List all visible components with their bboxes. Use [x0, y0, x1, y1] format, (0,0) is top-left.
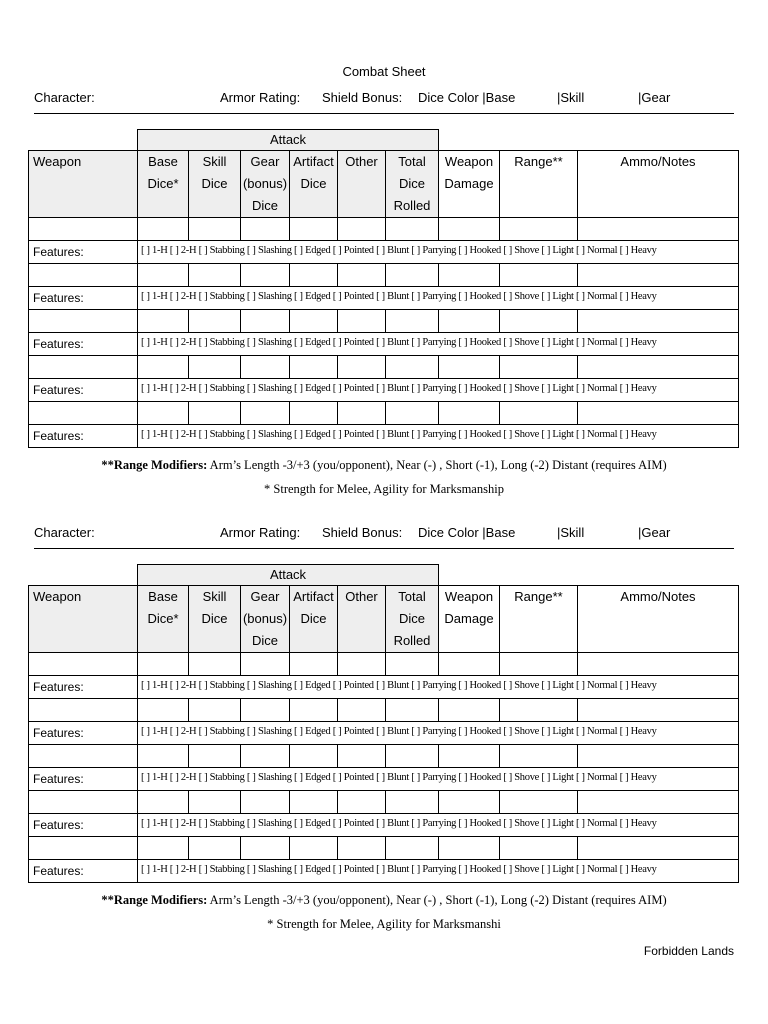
features-row	[29, 287, 739, 310]
dice-color-skill-label: |Skill	[557, 90, 585, 105]
features-checkbox-options[interactable]: [ ] 1-H [ ] 2-H [ ] Stabbing [ ] Slashing [ ] Edged [ ] Pointed [ ] Blunt [ ] Parrying [ ] Hooked [ ] Shove [ ] Light [ ] Normal [ ] Heavy	[138, 425, 739, 448]
weapon-entry-row[interactable]	[29, 837, 739, 860]
other-column-header: Other	[338, 151, 386, 218]
weapon-damage-column-header: Weapon Damage	[439, 586, 500, 653]
weapon-entry-row[interactable]	[29, 264, 739, 287]
base-dice-column-header: Base Dice*	[138, 586, 189, 653]
features-row	[29, 676, 739, 699]
page-title: Combat Sheet	[342, 64, 426, 79]
character-header-row	[0, 525, 768, 545]
features-label: Features:	[29, 768, 138, 791]
features-label: Features:	[29, 860, 138, 883]
range-modifiers-note: **Range Modifiers: Arm’s Length -3/+3 (you/opponent), Near (-) , Short (-1), Long (-2) Distant (requires AIM)	[101, 458, 667, 472]
shield-bonus-label: Shield Bonus:	[322, 525, 403, 540]
skill-dice-column-header: Skill Dice	[189, 151, 241, 218]
artifact-dice-column-header: Artifact Dice	[290, 151, 338, 218]
features-row	[29, 814, 739, 837]
weapon-column-header: Weapon	[29, 586, 138, 653]
range-column-header: Range**	[500, 586, 578, 653]
armor-rating-label: Armor Rating:	[220, 90, 301, 105]
features-label: Features:	[29, 722, 138, 745]
features-row	[29, 722, 739, 745]
character-header-row	[0, 90, 768, 110]
features-row	[29, 379, 739, 402]
features-label: Features:	[29, 814, 138, 837]
features-checkbox-options[interactable]: [ ] 1-H [ ] 2-H [ ] Stabbing [ ] Slashing [ ] Edged [ ] Pointed [ ] Blunt [ ] Parrying [ ] Hooked [ ] Shove [ ] Light [ ] Normal [ ] Heavy	[138, 241, 739, 264]
armor-rating-label: Armor Rating:	[220, 525, 301, 540]
character-label: Character:	[34, 525, 95, 540]
weapon-entry-row[interactable]	[29, 791, 739, 814]
features-checkbox-options[interactable]: [ ] 1-H [ ] 2-H [ ] Stabbing [ ] Slashing [ ] Edged [ ] Pointed [ ] Blunt [ ] Parrying [ ] Hooked [ ] Shove [ ] Light [ ] Normal [ ] Heavy	[138, 333, 739, 356]
column-header-row	[29, 586, 739, 653]
dice-color-base-label: Dice Color |Base	[418, 525, 516, 540]
features-checkbox-options[interactable]: [ ] 1-H [ ] 2-H [ ] Stabbing [ ] Slashing [ ] Edged [ ] Pointed [ ] Blunt [ ] Parrying [ ] Hooked [ ] Shove [ ] Light [ ] Normal [ ] Heavy	[138, 379, 739, 402]
features-label: Features:	[29, 333, 138, 356]
strength-agility-note: * Strength for Melee, Agility for Marksmanship	[264, 482, 504, 496]
weapon-entry-row[interactable]	[29, 310, 739, 333]
attack-group-header: Attack	[137, 564, 439, 585]
features-checkbox-options[interactable]: [ ] 1-H [ ] 2-H [ ] Stabbing [ ] Slashing [ ] Edged [ ] Pointed [ ] Blunt [ ] Parrying [ ] Hooked [ ] Shove [ ] Light [ ] Normal [ ] Heavy	[138, 287, 739, 310]
shield-bonus-label: Shield Bonus:	[322, 90, 403, 105]
features-row	[29, 425, 739, 448]
weapon-entry-row[interactable]	[29, 356, 739, 379]
features-checkbox-options[interactable]: [ ] 1-H [ ] 2-H [ ] Stabbing [ ] Slashing [ ] Edged [ ] Pointed [ ] Blunt [ ] Parrying [ ] Hooked [ ] Shove [ ] Light [ ] Normal [ ] Heavy	[138, 860, 739, 883]
range-modifiers-note: **Range Modifiers: Arm’s Length -3/+3 (you/opponent), Near (-) , Short (-1), Long (-2) Distant (requires AIM)	[101, 893, 667, 907]
header-divider	[34, 548, 734, 549]
combat-section-1	[0, 90, 768, 520]
weapon-entry-row[interactable]	[29, 653, 739, 676]
features-label: Features:	[29, 287, 138, 310]
total-dice-column-header: Total Dice Rolled	[386, 151, 439, 218]
range-column-header: Range**	[500, 151, 578, 218]
features-checkbox-options[interactable]: [ ] 1-H [ ] 2-H [ ] Stabbing [ ] Slashing [ ] Edged [ ] Pointed [ ] Blunt [ ] Parrying [ ] Hooked [ ] Shove [ ] Light [ ] Normal [ ] Heavy	[138, 676, 739, 699]
weapons-table	[28, 585, 739, 883]
weapon-entry-row[interactable]	[29, 218, 739, 241]
header-divider	[34, 113, 734, 114]
dice-color-skill-label: |Skill	[557, 525, 585, 540]
ammo-notes-column-header: Ammo/Notes	[578, 151, 739, 218]
dice-color-gear-label: |Gear	[638, 90, 671, 105]
features-label: Features:	[29, 379, 138, 402]
total-dice-column-header: Total Dice Rolled	[386, 586, 439, 653]
combat-section-2	[0, 525, 768, 955]
dice-color-gear-label: |Gear	[638, 525, 671, 540]
base-dice-column-header: Base Dice*	[138, 151, 189, 218]
character-label: Character:	[34, 90, 95, 105]
strength-agility-note: * Strength for Melee, Agility for Marksmanshi	[267, 917, 501, 931]
attack-group-header: Attack	[137, 129, 439, 150]
features-row	[29, 860, 739, 883]
dice-color-base-label: Dice Color |Base	[418, 90, 516, 105]
features-checkbox-options[interactable]: [ ] 1-H [ ] 2-H [ ] Stabbing [ ] Slashing [ ] Edged [ ] Pointed [ ] Blunt [ ] Parrying [ ] Hooked [ ] Shove [ ] Light [ ] Normal [ ] Heavy	[138, 722, 739, 745]
other-column-header: Other	[338, 586, 386, 653]
artifact-dice-column-header: Artifact Dice	[290, 586, 338, 653]
features-row	[29, 241, 739, 264]
features-label: Features:	[29, 676, 138, 699]
ammo-notes-column-header: Ammo/Notes	[578, 586, 739, 653]
features-label: Features:	[29, 425, 138, 448]
features-row	[29, 333, 739, 356]
gear-dice-column-header: Gear (bonus) Dice	[241, 151, 290, 218]
features-checkbox-options[interactable]: [ ] 1-H [ ] 2-H [ ] Stabbing [ ] Slashing [ ] Edged [ ] Pointed [ ] Blunt [ ] Parrying [ ] Hooked [ ] Shove [ ] Light [ ] Normal [ ] Heavy	[138, 814, 739, 837]
skill-dice-column-header: Skill Dice	[189, 586, 241, 653]
gear-dice-column-header: Gear (bonus) Dice	[241, 586, 290, 653]
weapon-entry-row[interactable]	[29, 402, 739, 425]
weapon-column-header: Weapon	[29, 151, 138, 218]
weapons-table	[28, 150, 739, 448]
weapon-entry-row[interactable]	[29, 745, 739, 768]
column-header-row	[29, 151, 739, 218]
weapon-entry-row[interactable]	[29, 699, 739, 722]
features-row	[29, 768, 739, 791]
features-checkbox-options[interactable]: [ ] 1-H [ ] 2-H [ ] Stabbing [ ] Slashing [ ] Edged [ ] Pointed [ ] Blunt [ ] Parrying [ ] Hooked [ ] Shove [ ] Light [ ] Normal [ ] Heavy	[138, 768, 739, 791]
features-label: Features:	[29, 241, 138, 264]
weapon-damage-column-header: Weapon Damage	[439, 151, 500, 218]
footer-brand: Forbidden Lands	[643, 944, 734, 958]
